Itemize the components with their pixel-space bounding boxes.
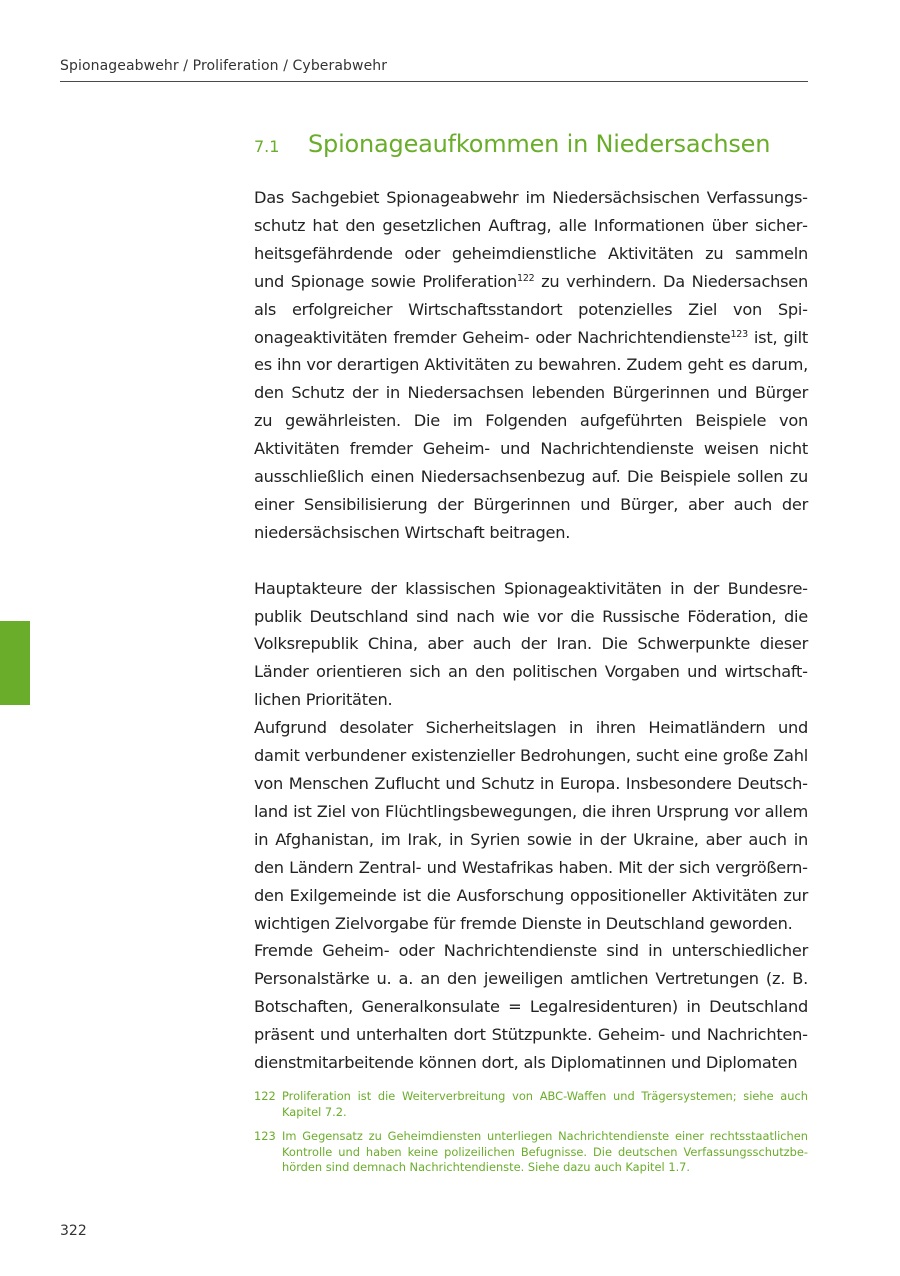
body-text bbox=[254, 184, 808, 1077]
paragraph-1-part-b: zu verhindern. Da Niedersachsen als erfolgreicher Wirtschaftsstandort potenzielles Ziel von Spionageaktivitäten fremder Geheim- oder Nachrichtendienste bbox=[254, 271, 809, 347]
paragraph-2: Hauptakteure der klassischen Spionageaktivitäten in der Bundesrepublik Deutschland sind nach wie vor die Russische Föderation, die Volksrepublik China, aber auch der Iran. Die Schwerpunkte dieser Länder orientieren sich an den politischen Vorgaben und wirtschaftlichen Prioritäten. bbox=[254, 578, 808, 710]
paragraph-1 bbox=[254, 184, 808, 547]
footnote bbox=[254, 1089, 808, 1120]
section-heading bbox=[254, 122, 814, 160]
footnote-text: Im Gegensatz zu Geheimdiensten unterliegen Nachrichtendienste einer rechtsstaatlichen Kontrolle und haben keine polizeilichen Befugnisse. Die deutschen Verfassungsschutzbehörden sind demnach Nachrichtendienste. Siehe dazu auch Kapitel 1.7. bbox=[282, 1129, 808, 1174]
footnote-number: 122 bbox=[254, 1089, 276, 1103]
footnote-number: 123 bbox=[254, 1129, 276, 1143]
section-title: Spionageaufkommen in Niedersachsen bbox=[308, 130, 771, 158]
footnote-text: Proliferation ist die Weiterverbreitung von ABC-Waffen und Trägersystemen; siehe auch Kapitel 7.2. bbox=[282, 1089, 808, 1119]
paragraph-3: Aufgrund desolater Sicherheitslagen in ihren Heimatländern und damit verbundener existenzieller Bedrohungen, sucht eine große Zahl von Menschen Zuflucht und Schutz in Europa. Insbesondere Deutschland ist Ziel von Flüchtlingsbewegungen, die ihren Ursprung vor allem in Afghanistan, im Irak, in Syrien sowie in der Ukraine, aber auch in den Ländern Zentral- und Westafrikas haben. Mit der sich vergrößernden Exilgemeinde ist die Ausforschung oppositioneller Aktivitäten zur wichtigen Zielvorgabe für fremde Dienste in Deutschland geworden. bbox=[254, 718, 808, 933]
header-rule bbox=[60, 81, 808, 82]
running-head: Spionageabwehr / Proliferation / Cyberabwehr bbox=[60, 58, 388, 74]
section-number: 7.1 bbox=[254, 137, 280, 156]
footnote-ref-122: 122 bbox=[517, 272, 535, 284]
paragraph-1-part-a: Das Sachgebiet Spionageabwehr im Niedersächsischen Verfassungsschutz hat den gesetzlichen Auftrag, alle Informationen über sicherheitsgefährdende oder geheimdienstliche Aktivitäten zu sammeln und Spionage sowie Proliferation bbox=[254, 188, 808, 291]
chapter-side-tab bbox=[0, 621, 30, 705]
page-number: 322 bbox=[60, 1223, 87, 1239]
footnote-ref-123: 123 bbox=[730, 328, 748, 340]
paragraph-1-part-c: ist, gilt es ihn vor derartigen Aktivitäten zu bewahren. Zudem geht es darum, den Schutz der in Niedersachsen lebenden Bürgerinnen und Bürger zu gewährleisten. Die im Folgenden aufgeführten Beispiele von Aktivitäten fremder Geheim- und Nachrichtendienste weisen nicht ausschließlich einen Niedersachsenbezug auf. Die Beispiele sollen zu einer Sensibilisierung der Bürgerinnen und Bürger, aber auch der niedersächsischen Wirtschaft beitragen. bbox=[254, 327, 808, 542]
footnote bbox=[254, 1129, 808, 1176]
footnotes bbox=[254, 1089, 808, 1185]
paragraph-4: Fremde Geheim- oder Nachrichtendienste sind in unterschiedlicher Personalstärke u. a. an den jeweiligen amtlichen Vertretungen (z. B. Botschaften, Generalkonsulate = Legalresidenturen) in Deutschland präsent und unterhalten dort Stützpunkte. Geheim- und Nachrichtendienstmitarbeitende können dort, als Diplomatinnen und Diplomaten bbox=[254, 941, 808, 1073]
